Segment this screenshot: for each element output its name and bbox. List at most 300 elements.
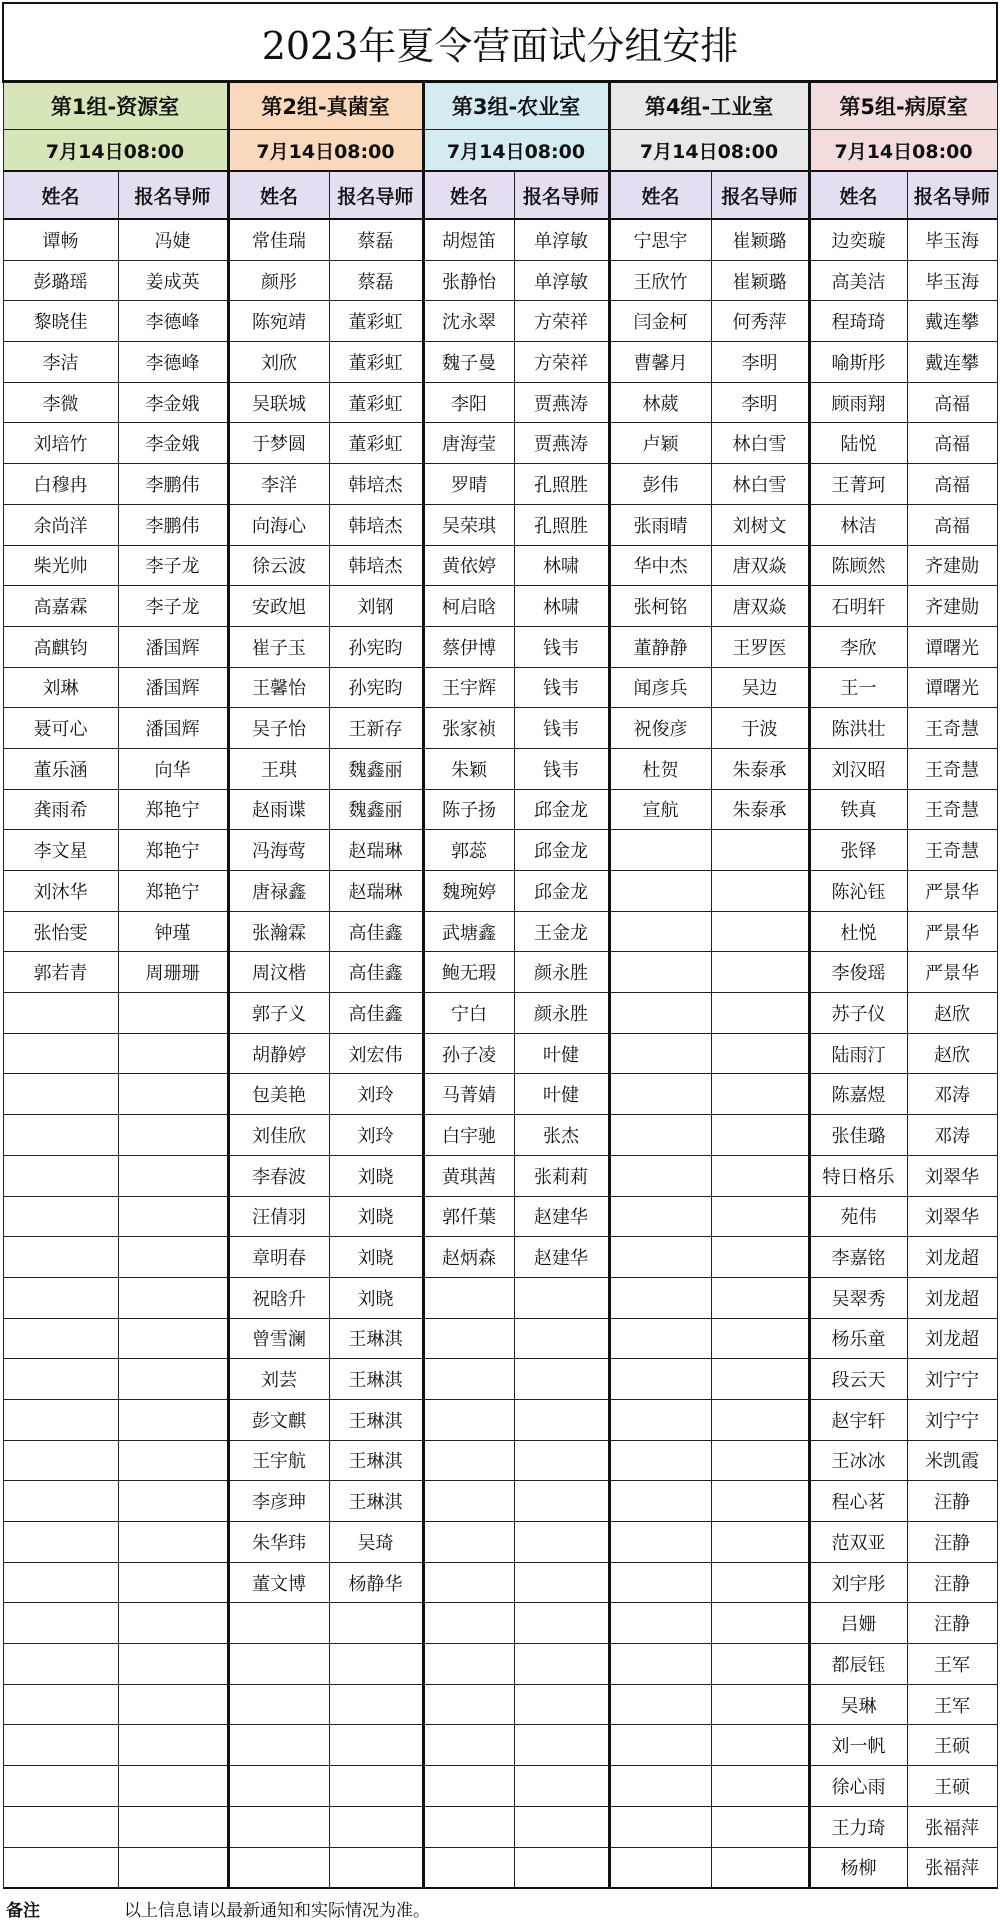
- student-name-cell: [609, 1399, 711, 1440]
- advisor-name-cell: 邱金龙: [514, 789, 609, 830]
- column-header-advisor: 报名导师: [329, 171, 423, 219]
- advisor-name-cell: [329, 1806, 423, 1847]
- advisor-name-cell: [118, 1766, 228, 1807]
- advisor-name-cell: 王奇慧: [907, 748, 997, 789]
- student-name-cell: 李文星: [3, 830, 118, 871]
- advisor-name-cell: 汪静: [907, 1522, 997, 1563]
- advisor-name-cell: 李德峰: [118, 301, 228, 342]
- group-time-2: 7月14日08:00: [228, 130, 423, 172]
- student-name-cell: [609, 1115, 711, 1156]
- student-name-cell: 张静怡: [423, 260, 514, 301]
- advisor-name-cell: [514, 1522, 609, 1563]
- advisor-name-cell: 王硕: [907, 1725, 997, 1766]
- advisor-name-cell: 王琳淇: [329, 1318, 423, 1359]
- advisor-name-cell: 李金娥: [118, 423, 228, 464]
- student-name-cell: 高嘉霖: [3, 586, 118, 627]
- student-name-cell: 范双亚: [809, 1522, 907, 1563]
- student-name-cell: 李嘉铭: [809, 1237, 907, 1278]
- advisor-name-cell: 潘国辉: [118, 667, 228, 708]
- advisor-name-cell: 王奇慧: [907, 708, 997, 749]
- advisor-name-cell: 刘翠华: [907, 1196, 997, 1237]
- advisor-name-cell: 孙宪昀: [329, 667, 423, 708]
- advisor-name-cell: [711, 1237, 809, 1278]
- advisor-name-cell: 林白雪: [711, 464, 809, 505]
- student-name-cell: 黎晓佳: [3, 301, 118, 342]
- student-name-cell: 崔子玉: [228, 626, 329, 667]
- student-name-cell: 王冰冰: [809, 1440, 907, 1481]
- student-name-cell: 胡静婷: [228, 1033, 329, 1074]
- student-name-cell: 周汶楷: [228, 952, 329, 993]
- student-name-cell: 闻彦兵: [609, 667, 711, 708]
- advisor-name-cell: 贾燕涛: [514, 423, 609, 464]
- advisor-name-cell: [118, 1603, 228, 1644]
- advisor-name-cell: [118, 993, 228, 1034]
- advisor-name-cell: [329, 1725, 423, 1766]
- column-header-advisor: 报名导师: [907, 171, 997, 219]
- student-name-cell: [3, 1766, 118, 1807]
- advisor-name-cell: 于波: [711, 708, 809, 749]
- advisor-name-cell: 高福: [907, 464, 997, 505]
- table-row: [3, 1603, 997, 1644]
- table-row: [3, 1359, 997, 1400]
- student-name-cell: [3, 1481, 118, 1522]
- student-name-cell: [3, 1074, 118, 1115]
- student-name-cell: 聂可心: [3, 708, 118, 749]
- advisor-name-cell: 米凯霞: [907, 1440, 997, 1481]
- advisor-name-cell: 汪静: [907, 1603, 997, 1644]
- student-name-cell: [228, 1725, 329, 1766]
- student-name-cell: [609, 1277, 711, 1318]
- advisor-name-cell: 刘钢: [329, 586, 423, 627]
- student-name-cell: [423, 1522, 514, 1563]
- advisor-name-cell: 李金娥: [118, 382, 228, 423]
- student-name-cell: [228, 1766, 329, 1807]
- advisor-name-cell: 赵欣: [907, 993, 997, 1034]
- student-name-cell: [423, 1440, 514, 1481]
- student-name-cell: [3, 1196, 118, 1237]
- student-name-cell: [609, 911, 711, 952]
- student-name-cell: 程心茗: [809, 1481, 907, 1522]
- student-name-cell: 宁白: [423, 993, 514, 1034]
- student-name-cell: 赵雨谍: [228, 789, 329, 830]
- table-row: [3, 1766, 997, 1807]
- advisor-name-cell: 刘玲: [329, 1074, 423, 1115]
- student-name-cell: 徐云波: [228, 545, 329, 586]
- student-name-cell: 张家祯: [423, 708, 514, 749]
- advisor-name-cell: 蔡磊: [329, 260, 423, 301]
- advisor-name-cell: [118, 1033, 228, 1074]
- student-name-cell: [3, 1155, 118, 1196]
- student-name-cell: [609, 1684, 711, 1725]
- table-row: [3, 626, 997, 667]
- student-name-cell: [609, 1074, 711, 1115]
- advisor-name-cell: 韩培杰: [329, 545, 423, 586]
- student-name-cell: 赵宇轩: [809, 1399, 907, 1440]
- advisor-name-cell: 潘国辉: [118, 626, 228, 667]
- student-name-cell: [423, 1766, 514, 1807]
- student-name-cell: [609, 1237, 711, 1278]
- student-name-cell: 朱华玮: [228, 1522, 329, 1563]
- student-name-cell: 黄琪茜: [423, 1155, 514, 1196]
- schedule-table: [2, 2, 998, 1889]
- student-name-cell: 陈子扬: [423, 789, 514, 830]
- advisor-name-cell: [329, 1847, 423, 1888]
- student-name-cell: 陈顾然: [809, 545, 907, 586]
- advisor-name-cell: 王琳淇: [329, 1399, 423, 1440]
- student-name-cell: 张瀚霖: [228, 911, 329, 952]
- student-name-cell: 王宇航: [228, 1440, 329, 1481]
- advisor-name-cell: 刘龙超: [907, 1237, 997, 1278]
- table-row: [3, 993, 997, 1034]
- student-name-cell: 刘佳欣: [228, 1115, 329, 1156]
- student-name-cell: [228, 1847, 329, 1888]
- advisor-name-cell: 贾燕涛: [514, 382, 609, 423]
- advisor-name-cell: [711, 1115, 809, 1156]
- student-name-cell: [3, 1522, 118, 1563]
- student-name-cell: 刘沐华: [3, 871, 118, 912]
- table-row: [3, 545, 997, 586]
- table-row: [3, 748, 997, 789]
- student-name-cell: 彭璐瑶: [3, 260, 118, 301]
- advisor-name-cell: 周珊珊: [118, 952, 228, 993]
- advisor-name-cell: [711, 1603, 809, 1644]
- advisor-name-cell: 张杰: [514, 1115, 609, 1156]
- table-row: [3, 871, 997, 912]
- advisor-name-cell: 魏鑫丽: [329, 789, 423, 830]
- advisor-name-cell: 刘晓: [329, 1155, 423, 1196]
- student-name-cell: 程琦琦: [809, 301, 907, 342]
- advisor-name-cell: 孔照胜: [514, 504, 609, 545]
- advisor-name-cell: 王琳淇: [329, 1481, 423, 1522]
- student-name-cell: [3, 1684, 118, 1725]
- advisor-name-cell: [514, 1603, 609, 1644]
- group-title-4: 第4组-工业室: [609, 82, 809, 130]
- advisor-name-cell: [118, 1481, 228, 1522]
- advisor-name-cell: 刘宁宁: [907, 1399, 997, 1440]
- advisor-name-cell: 王罗医: [711, 626, 809, 667]
- table-row: [3, 1196, 997, 1237]
- student-name-cell: [609, 1318, 711, 1359]
- student-name-cell: 柯启晗: [423, 586, 514, 627]
- advisor-name-cell: 王琳淇: [329, 1440, 423, 1481]
- advisor-name-cell: 邓涛: [907, 1074, 997, 1115]
- advisor-name-cell: 邱金龙: [514, 871, 609, 912]
- advisor-name-cell: 李明: [711, 382, 809, 423]
- page-title: 2023年夏令营面试分组安排: [3, 3, 997, 82]
- advisor-name-cell: 李德峰: [118, 342, 228, 383]
- advisor-name-cell: 王金龙: [514, 911, 609, 952]
- student-name-cell: 李春波: [228, 1155, 329, 1196]
- student-name-cell: 陆雨汀: [809, 1033, 907, 1074]
- group-time-5: 7月14日08:00: [809, 130, 997, 172]
- student-name-cell: [3, 1318, 118, 1359]
- student-name-cell: [228, 1806, 329, 1847]
- student-name-cell: 刘一帆: [809, 1725, 907, 1766]
- advisor-name-cell: [118, 1725, 228, 1766]
- advisor-name-cell: 严景华: [907, 911, 997, 952]
- table-row: [3, 1115, 997, 1156]
- student-name-cell: 包美艳: [228, 1074, 329, 1115]
- student-name-cell: [609, 1847, 711, 1888]
- advisor-name-cell: 高福: [907, 382, 997, 423]
- advisor-name-cell: [711, 830, 809, 871]
- advisor-name-cell: 张莉莉: [514, 1155, 609, 1196]
- student-name-cell: 杜贺: [609, 748, 711, 789]
- student-name-cell: [609, 1196, 711, 1237]
- student-name-cell: 罗晴: [423, 464, 514, 505]
- advisor-name-cell: 刘晓: [329, 1277, 423, 1318]
- advisor-name-cell: 齐建勋: [907, 586, 997, 627]
- student-name-cell: 李洋: [228, 464, 329, 505]
- table-row: [3, 1399, 997, 1440]
- student-name-cell: 白穆冉: [3, 464, 118, 505]
- student-name-cell: 郭蕊: [423, 830, 514, 871]
- table-row: [3, 1033, 997, 1074]
- table-row: [3, 1806, 997, 1847]
- advisor-name-cell: 汪静: [907, 1481, 997, 1522]
- student-name-cell: 赵炳森: [423, 1237, 514, 1278]
- advisor-name-cell: 钱韦: [514, 708, 609, 749]
- advisor-name-cell: 戴连攀: [907, 301, 997, 342]
- advisor-name-cell: [711, 1644, 809, 1685]
- student-name-cell: 喻斯彤: [809, 342, 907, 383]
- group-title-5: 第5组-病原室: [809, 82, 997, 130]
- advisor-name-cell: [514, 1644, 609, 1685]
- student-name-cell: [609, 1644, 711, 1685]
- student-name-cell: 苑伟: [809, 1196, 907, 1237]
- note-label: 备注: [6, 1901, 40, 1921]
- student-name-cell: 徐心雨: [809, 1766, 907, 1807]
- advisor-name-cell: [514, 1277, 609, 1318]
- advisor-name-cell: 王军: [907, 1644, 997, 1685]
- advisor-name-cell: [514, 1562, 609, 1603]
- student-name-cell: 陈沁钰: [809, 871, 907, 912]
- advisor-name-cell: 高佳鑫: [329, 952, 423, 993]
- advisor-name-cell: 赵瑞琳: [329, 830, 423, 871]
- advisor-name-cell: 郑艳宁: [118, 789, 228, 830]
- advisor-name-cell: [711, 1684, 809, 1725]
- student-name-cell: 石明轩: [809, 586, 907, 627]
- student-name-cell: 顾雨翔: [809, 382, 907, 423]
- column-header-advisor: 报名导师: [711, 171, 809, 219]
- student-name-cell: 朱颖: [423, 748, 514, 789]
- advisor-name-cell: 杨静华: [329, 1562, 423, 1603]
- column-header-advisor: 报名导师: [118, 171, 228, 219]
- advisor-name-cell: 王琳淇: [329, 1359, 423, 1400]
- advisor-name-cell: 向华: [118, 748, 228, 789]
- note-text: 以上信息请以最新通知和实际情况为准。: [124, 1901, 430, 1921]
- advisor-name-cell: 董彩虹: [329, 423, 423, 464]
- advisor-name-cell: [514, 1359, 609, 1400]
- advisor-name-cell: [514, 1684, 609, 1725]
- advisor-name-cell: 韩培杰: [329, 504, 423, 545]
- advisor-name-cell: 单淳敏: [514, 219, 609, 260]
- table-row: [3, 301, 997, 342]
- student-name-cell: 张柯铭: [609, 586, 711, 627]
- advisor-name-cell: 董彩虹: [329, 382, 423, 423]
- advisor-name-cell: [711, 1277, 809, 1318]
- advisor-name-cell: 李鹏伟: [118, 504, 228, 545]
- student-name-cell: 闫金柯: [609, 301, 711, 342]
- student-name-cell: 杨乐童: [809, 1318, 907, 1359]
- advisor-name-cell: 毕玉海: [907, 219, 997, 260]
- student-name-cell: [609, 1359, 711, 1400]
- advisor-name-cell: 魏鑫丽: [329, 748, 423, 789]
- student-name-cell: 魏子曼: [423, 342, 514, 383]
- advisor-name-cell: 谭曙光: [907, 667, 997, 708]
- student-name-cell: 都辰钰: [809, 1644, 907, 1685]
- advisor-name-cell: [711, 993, 809, 1034]
- student-name-cell: [3, 1440, 118, 1481]
- student-name-cell: [609, 1155, 711, 1196]
- note: [6, 1896, 996, 1922]
- advisor-name-cell: 严景华: [907, 952, 997, 993]
- student-name-cell: 祝晗升: [228, 1277, 329, 1318]
- table-row: [3, 1725, 997, 1766]
- student-name-cell: [3, 1033, 118, 1074]
- student-name-cell: 刘欣: [228, 342, 329, 383]
- student-name-cell: 马菁婧: [423, 1074, 514, 1115]
- student-name-cell: 郭仟葉: [423, 1196, 514, 1237]
- advisor-name-cell: 高佳鑫: [329, 911, 423, 952]
- student-name-cell: 张佳璐: [809, 1115, 907, 1156]
- advisor-name-cell: [329, 1766, 423, 1807]
- table-row: [3, 1684, 997, 1725]
- advisor-name-cell: 方荣祥: [514, 301, 609, 342]
- advisor-name-cell: 林白雪: [711, 423, 809, 464]
- student-name-cell: 特日格乐: [809, 1155, 907, 1196]
- advisor-name-cell: [118, 1806, 228, 1847]
- student-name-cell: 王欣竹: [609, 260, 711, 301]
- group-time-1: 7月14日08:00: [3, 130, 228, 172]
- advisor-name-cell: 叶健: [514, 1074, 609, 1115]
- student-name-cell: 董文博: [228, 1562, 329, 1603]
- advisor-name-cell: [711, 1440, 809, 1481]
- table-row: [3, 1644, 997, 1685]
- schedule-sheet: [2, 2, 998, 1889]
- advisor-name-cell: [514, 1847, 609, 1888]
- group-time-4: 7月14日08:00: [609, 130, 809, 172]
- table-row: [3, 382, 997, 423]
- student-name-cell: 张铎: [809, 830, 907, 871]
- student-name-cell: 彭伟: [609, 464, 711, 505]
- advisor-name-cell: 王奇慧: [907, 830, 997, 871]
- column-header-name: 姓名: [609, 171, 711, 219]
- column-header-name: 姓名: [809, 171, 907, 219]
- column-header-name: 姓名: [3, 171, 118, 219]
- advisor-name-cell: [514, 1318, 609, 1359]
- student-name-cell: 彭文麒: [228, 1399, 329, 1440]
- student-name-cell: 曹馨月: [609, 342, 711, 383]
- student-name-cell: 孙子凌: [423, 1033, 514, 1074]
- student-name-cell: 章明春: [228, 1237, 329, 1278]
- advisor-name-cell: 蔡磊: [329, 219, 423, 260]
- student-name-cell: 吴琳: [809, 1684, 907, 1725]
- advisor-name-cell: [514, 1766, 609, 1807]
- student-name-cell: 董静静: [609, 626, 711, 667]
- student-name-cell: [609, 830, 711, 871]
- student-name-cell: 唐海莹: [423, 423, 514, 464]
- student-name-cell: [609, 1440, 711, 1481]
- student-name-cell: 王一: [809, 667, 907, 708]
- group-time-3: 7月14日08:00: [423, 130, 609, 172]
- advisor-name-cell: [118, 1115, 228, 1156]
- advisor-name-cell: [711, 1033, 809, 1074]
- table-row: [3, 1847, 997, 1888]
- student-name-cell: 常佳瑞: [228, 219, 329, 260]
- advisor-name-cell: 钟瑾: [118, 911, 228, 952]
- student-name-cell: 郭子义: [228, 993, 329, 1034]
- advisor-name-cell: 邱金龙: [514, 830, 609, 871]
- student-name-cell: 张雨晴: [609, 504, 711, 545]
- table-row: [3, 1277, 997, 1318]
- student-name-cell: [609, 1766, 711, 1807]
- advisor-name-cell: 孔照胜: [514, 464, 609, 505]
- group-title-3: 第3组-农业室: [423, 82, 609, 130]
- table-row: [3, 667, 997, 708]
- student-name-cell: [423, 1399, 514, 1440]
- advisor-name-cell: [711, 1196, 809, 1237]
- advisor-name-cell: [118, 1237, 228, 1278]
- advisor-name-cell: [711, 1399, 809, 1440]
- student-name-cell: [423, 1806, 514, 1847]
- student-name-cell: [423, 1684, 514, 1725]
- student-name-cell: [3, 1562, 118, 1603]
- student-name-cell: 吴荣琪: [423, 504, 514, 545]
- advisor-name-cell: [118, 1318, 228, 1359]
- student-name-cell: 柴光帅: [3, 545, 118, 586]
- table-row: [3, 1440, 997, 1481]
- student-name-cell: 陈洪壮: [809, 708, 907, 749]
- student-name-cell: [423, 1644, 514, 1685]
- advisor-name-cell: [118, 1684, 228, 1725]
- student-name-cell: 杨柳: [809, 1847, 907, 1888]
- advisor-name-cell: 刘晓: [329, 1237, 423, 1278]
- table-row: [3, 708, 997, 749]
- advisor-name-cell: [118, 1196, 228, 1237]
- student-name-cell: [228, 1684, 329, 1725]
- table-row: [3, 504, 997, 545]
- advisor-name-cell: 赵欣: [907, 1033, 997, 1074]
- advisor-name-cell: [118, 1440, 228, 1481]
- student-name-cell: 刘汉昭: [809, 748, 907, 789]
- advisor-name-cell: 朱泰承: [711, 789, 809, 830]
- advisor-name-cell: [329, 1644, 423, 1685]
- student-name-cell: 王琪: [228, 748, 329, 789]
- student-name-cell: [3, 1644, 118, 1685]
- advisor-name-cell: [118, 1522, 228, 1563]
- table-row: [3, 789, 997, 830]
- advisor-name-cell: [118, 1847, 228, 1888]
- advisor-name-cell: 刘宁宁: [907, 1359, 997, 1400]
- advisor-name-cell: 郑艳宁: [118, 830, 228, 871]
- advisor-name-cell: [711, 1562, 809, 1603]
- advisor-name-cell: 高福: [907, 423, 997, 464]
- table-row: [3, 1155, 997, 1196]
- advisor-name-cell: 吴琦: [329, 1522, 423, 1563]
- table-row: [3, 1237, 997, 1278]
- student-name-cell: 王力琦: [809, 1806, 907, 1847]
- student-name-cell: [228, 1603, 329, 1644]
- advisor-name-cell: 齐建勋: [907, 545, 997, 586]
- advisor-name-cell: [711, 1725, 809, 1766]
- student-name-cell: [609, 993, 711, 1034]
- advisor-name-cell: 钱韦: [514, 667, 609, 708]
- table-row: [3, 1318, 997, 1359]
- student-name-cell: 曾雪澜: [228, 1318, 329, 1359]
- student-name-cell: 余尚洋: [3, 504, 118, 545]
- advisor-name-cell: 刘翠华: [907, 1155, 997, 1196]
